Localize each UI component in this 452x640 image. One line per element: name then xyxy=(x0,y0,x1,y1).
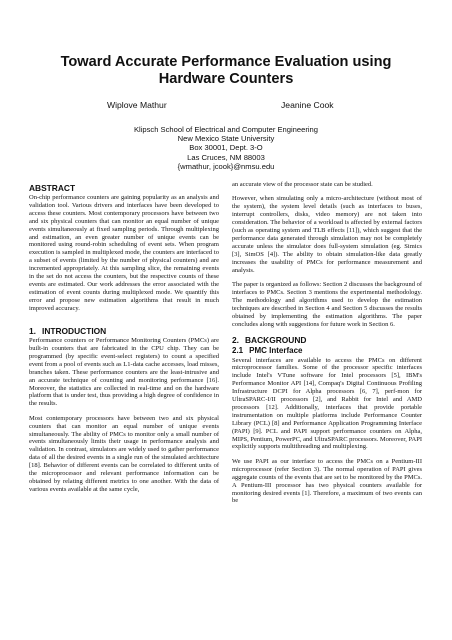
section-title: INTRODUCTION xyxy=(42,326,107,337)
author-emails: {wmathur, jcook}@nmsu.edu xyxy=(177,161,275,171)
author-name: Jeanine Cook xyxy=(281,100,334,110)
section-number: 1. xyxy=(29,326,36,337)
abstract-heading: ABSTRACT xyxy=(29,183,76,193)
section-heading-background xyxy=(232,335,422,345)
paragraph: Most contemporary processors have between two and six physical counters that can monitor an equal number of unique events simultaneously. The ability of PMCs to monitor only a small number of events simultaneously limits their usage in performance analysis and validation. In contrast, simulators are widely used to gather performance data of all the desired events in a single run of the simulated architecture [18]. Behavior of different events can be correlated to different units of the microprocessor and relevant performance information can be obtained by relating different metrics to one another. With the data of various events available at the same cycle, xyxy=(29,414,219,493)
paragraph: Several interfaces are available to access the PMCs on different microprocessor families. Some of the processor specific interfaces include Intel's VTune software for Intel processors [5], IBM's Performance Monitor API [14], Compaq's Digital Continuous Profiling Infrastructure DCPI for Alpha processors [6, 7], perf-mon for UltraSPARC-I/II processors [2], and Rabbit for Intel and AMD processors [12]. Additionally, interfaces that provide portable instrumentation on multiple platforms include Performance Counter Library (PCL) [8] and Performance Application Programming Interface (PAPI) [9]. PCL and PAPI support performance counters on Alpha, MIPS, Pentium, PowerPC, and UltraSPARC processors. Moreover, PAPI explicitly supports multithreading and multiplexing. xyxy=(232,356,422,451)
paragraph: an accurate view of the processor state can be studied. xyxy=(232,181,373,188)
section-title: BACKGROUND xyxy=(245,334,307,345)
subsection-title: PMC Interface xyxy=(249,345,303,355)
right-column xyxy=(232,181,422,512)
subsection-heading-pmc-interface xyxy=(232,346,422,356)
affiliation-line: Box 30001, Dept. 3-O xyxy=(189,143,263,153)
affiliation-block xyxy=(60,125,392,171)
author-name: Wiplove Mathur xyxy=(107,100,167,110)
affiliation-line: Klipsch School of Electrical and Computer Engineering xyxy=(133,125,319,134)
affiliation-line: New Mexico State University xyxy=(177,134,275,144)
left-column xyxy=(29,183,219,500)
section-number: 2. xyxy=(232,334,239,345)
paragraph: The paper is organized as follows: Section 2 discusses the background of interfaces to PMCs. Section 3 mentions the experimental methodology. The methodology and algorithms used to develop the estimation techniques are described in Section 4 and Section 5 discusses the results obtained by implementing the estimation algorithms. The paper concludes along with suggestions for future work in Section 6. xyxy=(232,280,422,328)
paragraph: We use PAPI as our interface to access the PMCs on a Pentium-III microprocessor (refer Section 3). The normal operation of PAPI gives aggregate counts of the events that are set to be monitored by the PMCs. A Pentium-III processor has two physical counters available for monitoring desired events [1]. Therefore, a maximum of two events can be xyxy=(232,457,422,505)
subsection-number: 2.1 xyxy=(232,345,244,355)
abstract-text: On-chip performance counters are gaining popularity as an analysis and validation tool. Various drivers and interfaces have been developed to access these counters. Most contemporary processors have between two and six physical counters that can monitor an equal number of unique events simultaneously at fixed sampling periods. Through multiplexing and estimation, an even greater number of unique events can be monitored using round-robin scheduling of event sets. When program execution is sampled in multiplexed mode, the counters are interfaced to a subset of events (limited by the number of physical counters) and are incremented appropriately. At this sampling slice, the remaining events in the set do not access the counters, but the respective counts of these events are estimated. Our work addresses the error associated with the estimation of event counts during multiplexed mode. We quantify this error and propose new estimation algorithms that result in much improved accuracy. xyxy=(29,194,219,312)
section-heading-introduction xyxy=(29,326,219,336)
paragraph: However, when simulating only a micro-architecture (without most of the system), the system level details (such as interfaces to buses, interrupt controllers, disks, video memory) are not taken into consideration. The behavior of a workload is affected by external factors (such as operating system and TLB effects [11]), which suggest that the performance data generated through simulation may not be completely accurate unless the simulator does full-system simulation (eg. Simics [3], SimOS [4]). The ability to obtain simulation-like data greatly increases the usability of PMCs for performance measurement and analysis. xyxy=(232,195,422,274)
paragraph: Performance counters or Performance Monitoring Counters (PMCs) are built-in counters that are fabricated in the CPU chip. They can be programmed (by specific event-select registers) to count a specified event from a pool of events such as L1-data cache accesses, load misses, branches taken. These performance counters are the least-intrusive and an accurate technique of counting and monitoring performance [16]. Moreover, the statistics are collected in real-time and on the hardware platform that is under test, thus providing a high degree of confidence in the results. xyxy=(29,337,219,408)
affiliation-line: Las Cruces, NM 88003 xyxy=(187,152,265,162)
author-list xyxy=(0,100,452,114)
paper-title: Toward Accurate Performance Evaluation using Hardware Counters xyxy=(60,54,392,87)
